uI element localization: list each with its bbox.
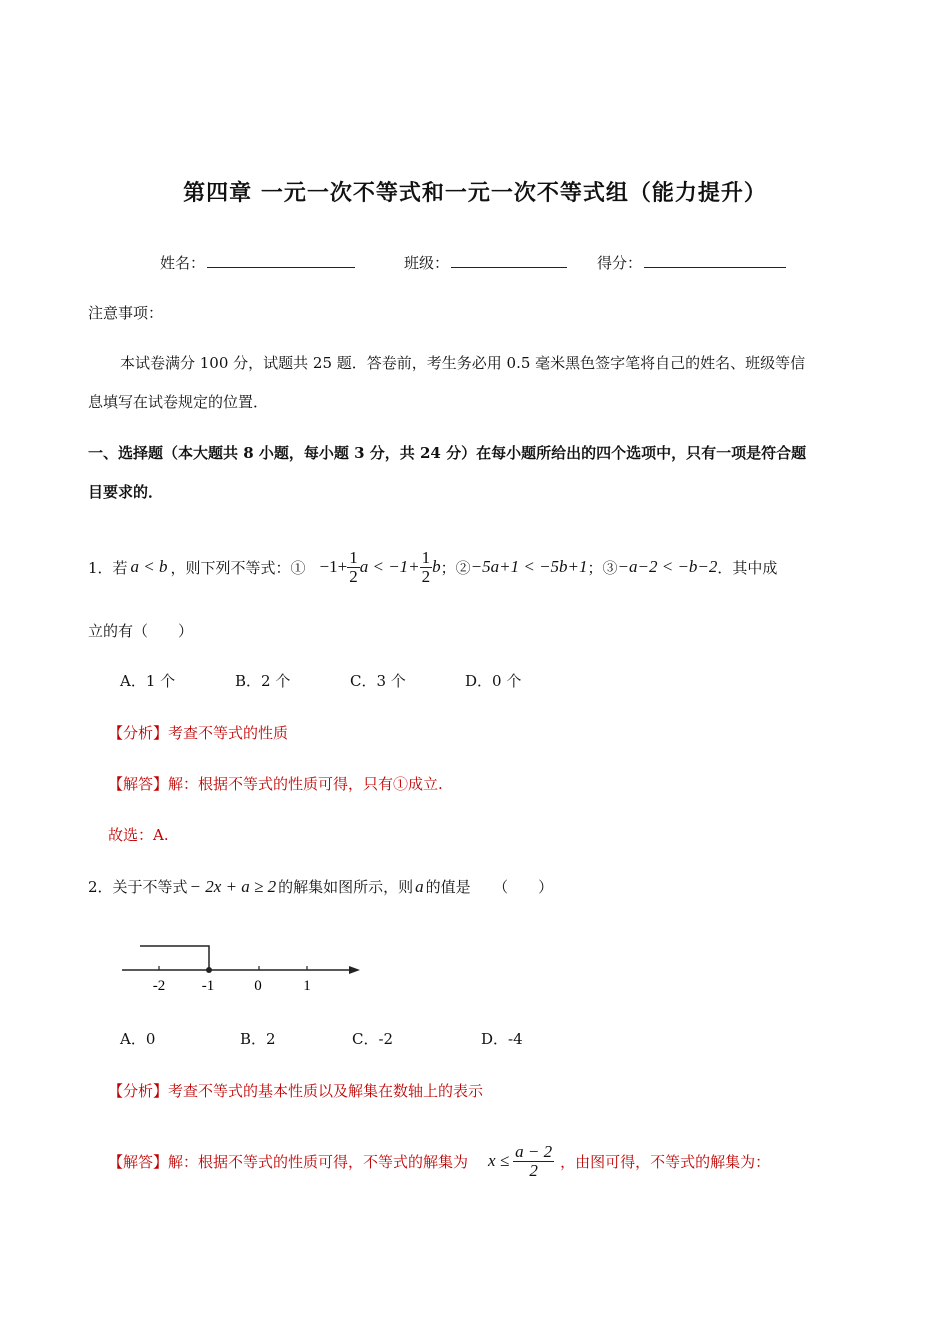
q2-var: a xyxy=(415,877,424,896)
name-label: 姓名： xyxy=(160,254,206,272)
page-title: 第四章 一元一次不等式和一元一次不等式组（能力提升） xyxy=(183,180,767,206)
q1-answer-text: 解：根据不等式的性质可得，只有①成立. xyxy=(168,775,443,793)
q1-option-c[interactable]: C．3 个 xyxy=(350,672,406,690)
q1-frac-b-num: 1 xyxy=(421,547,431,567)
class-label: 班级： xyxy=(404,254,450,272)
q2-tail: 的值是 （ ） xyxy=(425,878,554,896)
q2-solution-num: a − 2 xyxy=(515,1141,553,1161)
tick-label-neg2: -2 xyxy=(152,978,166,994)
q1-ineq1-left: −1+ xyxy=(319,557,348,576)
q2-solution-x: x ≤ xyxy=(488,1151,510,1170)
q1-prefix: 1．若 xyxy=(88,558,128,577)
number-line-figure xyxy=(116,938,366,996)
q1-sep-2: ；② xyxy=(440,558,471,577)
q1-fraction-b xyxy=(420,549,433,586)
q2-option-d[interactable]: D．-4 xyxy=(481,1030,523,1048)
question-1-line-2: 立的有（ ） xyxy=(88,622,194,640)
q1-mid: ，则下列不等式：① xyxy=(170,558,306,577)
q2-analysis-tag: 【分析】 xyxy=(108,1082,169,1100)
q2-answer xyxy=(108,1126,770,1196)
q2-solution-den: 2 xyxy=(529,1160,538,1180)
q2-mid: 的解集如图所示，则 xyxy=(278,878,414,896)
q1-ineq-3: −a−2 < −b−2 xyxy=(617,557,718,576)
question-2-stem xyxy=(88,876,553,897)
tick-label-neg1: -1 xyxy=(201,978,215,994)
q2-option-a[interactable]: A．0 xyxy=(120,1030,156,1048)
q1-frac-a-den: 2 xyxy=(349,566,358,586)
q1-option-d[interactable]: D．0 个 xyxy=(465,672,522,690)
tick-label-0: 0 xyxy=(254,978,262,994)
section-heading-line-2: 目要求的． xyxy=(88,483,164,501)
q1-fraction-a xyxy=(347,549,360,586)
name-blank[interactable] xyxy=(207,253,355,268)
q2-inequality: − 2x + a ≥ 2 xyxy=(189,877,277,896)
q2-analysis xyxy=(108,1080,483,1101)
q2-prefix: 2．关于不等式 xyxy=(88,878,188,896)
score-blank[interactable] xyxy=(644,253,786,268)
q2-answer-pre: 解：根据不等式的性质可得，不等式的解集为 xyxy=(168,1152,469,1171)
q1-condition: a < b xyxy=(130,557,168,576)
q2-analysis-text: 考查不等式的基本性质以及解集在数轴上的表示 xyxy=(168,1082,484,1100)
q2-option-c[interactable]: C．-2 xyxy=(352,1030,394,1048)
notice-heading: 注意事项： xyxy=(88,304,164,322)
q1-analysis xyxy=(108,722,288,743)
solution-bracket xyxy=(140,946,209,970)
q1-ineq1-tail: b xyxy=(432,557,441,576)
q1-frac-a-num: 1 xyxy=(349,547,358,567)
q1-analysis-text: 考查不等式的性质 xyxy=(168,724,289,742)
q1-options xyxy=(120,670,521,691)
class-field[interactable] xyxy=(404,252,567,273)
q1-ineq-1 xyxy=(320,549,441,586)
q2-answer-tag: 【解答】 xyxy=(108,1152,169,1171)
name-field[interactable] xyxy=(160,252,355,273)
notice-line-1: 本试卷满分 100 分，试题共 25 题．答卷前，考生务必用 0.5 毫米黑色签字笔将自己的姓名、班级等信 xyxy=(120,354,806,372)
tick-label-1: 1 xyxy=(303,978,311,994)
score-label: 得分： xyxy=(597,254,643,272)
q2-solution-fraction xyxy=(513,1143,554,1180)
q2-answer-post: ，由图可得，不等式的解集为： xyxy=(560,1152,771,1171)
solid-point xyxy=(206,967,212,973)
q1-sep-3: ；③ xyxy=(587,558,618,577)
axis-arrow xyxy=(349,966,360,974)
notice-line-2: 息填写在试卷规定的位置． xyxy=(88,393,269,411)
score-field[interactable] xyxy=(597,252,786,273)
class-blank[interactable] xyxy=(451,253,567,268)
q1-tail: ．其中成 xyxy=(717,558,778,577)
q2-option-b[interactable]: B．2 xyxy=(240,1030,276,1048)
q1-answer-tag: 【解答】 xyxy=(108,775,169,793)
q1-option-b[interactable]: B．2 个 xyxy=(235,672,291,690)
q1-ineq-2: −5a+1 < −5b+1 xyxy=(470,557,588,576)
question-1-stem xyxy=(88,532,777,602)
q1-ineq1-mid: a < −1+ xyxy=(359,557,420,576)
q1-frac-b-den: 2 xyxy=(421,566,431,586)
q1-choice: 故选：A. xyxy=(108,826,169,844)
q1-option-a[interactable]: A．1 个 xyxy=(120,672,176,690)
q1-answer xyxy=(108,773,443,794)
q1-analysis-tag: 【分析】 xyxy=(108,724,169,742)
section-heading-line-1: 一、选择题（本大题共 8 小题，每小题 3 分，共 24 分）在每小题所给出的四个选项中，只有一项是符合题 xyxy=(88,444,807,462)
q2-options xyxy=(120,1028,523,1049)
